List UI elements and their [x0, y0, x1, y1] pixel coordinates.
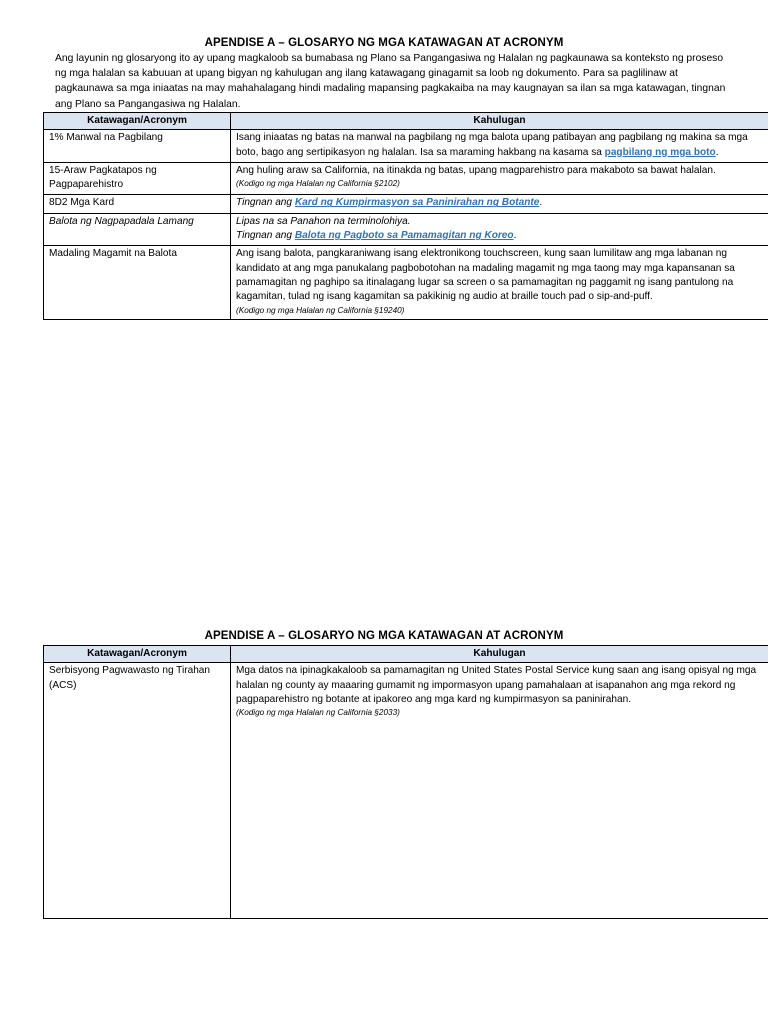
vote-counting-link[interactable]: pagbilang ng mga boto	[604, 146, 716, 158]
intro-paragraph: Ang layunin ng glosaryong ito ay upang magkaloob sa bumabasa ng Plano sa Pangangasiwa ng Halalan ng pagkaunawa sa konteksto ng proseso ng mga halalan sa kabuuan at upang bigyan ng kahulugan ang ilang katawagang ginagamit sa loob ng dokumento. Para sa paglilinaw at pagkaunawa sa mga iniaatas na may mahahalagang hindi madaling mapansing pagkakaiba na may kaugnayan sa ilan sa mga katawagan, tingnan ang Plano sa Pangangasiwa ng Halalan.	[55, 53, 726, 110]
definition-text: Ang isang balota, pangkaraniwang isang elektronikong touchscreen, kung saan lumilitaw ang mga labanan ng kandidato at ang mga panukalang pagbobotohan na madaling magamit ng mga taong may mga kapansanan sa pamamagitan ng paghipo sa itinalagang lugar sa screen o sa pamamagitan ng paggamit ng isang pantulong na kagamitan, tulad ng isang kagamitan sa pakikinig ng audio at braille touch pad o sip-and-puff.	[236, 248, 735, 303]
definition-end: .	[539, 197, 543, 209]
definition-text: Ang huling araw sa California, na itinakda ng batas, upang magparehistro para makaboto sa bawat halalan.	[236, 164, 716, 176]
definition-cell	[231, 162, 768, 195]
page-title: APENDISE A – GLOSARYO NG MGA KATAWAGAN AT ACRONYM	[204, 630, 564, 642]
glossary-table	[43, 645, 768, 919]
term-cell: Madaling Magamit na Balota	[44, 246, 231, 319]
citation: (Kodigo ng mga Halalan ng California §2033)	[236, 708, 400, 718]
term-cell: Serbisyong Pagwawasto ng Tirahan (ACS)	[44, 663, 231, 919]
definition-text: Mga datos na ipinagkakaloob sa pamamagitan ng United States Postal Service kung saan ang isang opisyal ng mga halalan ng county ay maaaring gumamit ng impormasyon upang pamahalaan at isapanahon ang mga rekord ng pagpaparehistro ng botante at ipakoreo ang mga kard ng kumpirmasyon sa paninirahan.	[236, 665, 757, 705]
citation: (Kodigo ng mga Halalan ng California §2102)	[236, 179, 400, 189]
table-row	[44, 246, 768, 319]
definition-text: Lipas na sa Panahon na terminolohiya.	[236, 215, 411, 227]
definition-cell	[231, 663, 768, 919]
column-header-meaning: Kahulugan	[231, 646, 768, 663]
see-text: Tingnan ang	[236, 230, 295, 242]
term-cell: 15-Araw Pagkatapos ng Pagpaparehistro	[44, 162, 231, 195]
residency-confirmation-card-link[interactable]: Kard ng Kumpirmasyon sa Paninirahan ng Botante	[294, 197, 540, 209]
definition-end: .	[715, 146, 719, 158]
definition-cell	[231, 246, 768, 319]
table-header-row	[44, 113, 768, 130]
page-title: APENDISE A – GLOSARYO NG MGA KATAWAGAN AT ACRONYM	[204, 37, 564, 49]
table-row	[44, 130, 768, 163]
table-row	[44, 213, 768, 246]
citation: (Kodigo ng mga Halalan ng California §19240)	[236, 305, 405, 315]
column-header-meaning: Kahulugan	[231, 113, 768, 130]
vote-by-mail-ballot-link[interactable]: Balota ng Pagboto sa Pamamagitan ng Koreo	[294, 230, 514, 242]
definition-cell	[231, 130, 768, 163]
definition-end: .	[513, 230, 517, 242]
table-row	[44, 663, 768, 919]
definition-cell	[231, 213, 768, 246]
glossary-table	[43, 112, 768, 320]
definition-text: Isang iniaatas ng batas na manwal na pagbilang ng mga balota upang patibayan ang pagbilang ng makina sa mga boto, bago ang sertipikasyon ng halalan. Isa sa maraming hakbang na kasama sa	[236, 132, 748, 158]
term-cell: Balota ng Nagpapadala Lamang	[44, 213, 231, 246]
table-row	[44, 162, 768, 195]
table-header-row	[44, 646, 768, 663]
see-text: Tingnan ang	[236, 197, 295, 209]
table-row	[44, 195, 768, 213]
definition-cell	[231, 195, 768, 213]
term-cell: 1% Manwal na Pagbilang	[44, 130, 231, 163]
column-header-term: Katawagan/Acronym	[44, 646, 231, 663]
column-header-term: Katawagan/Acronym	[44, 113, 231, 130]
term-cell: 8D2 Mga Kard	[44, 195, 231, 213]
